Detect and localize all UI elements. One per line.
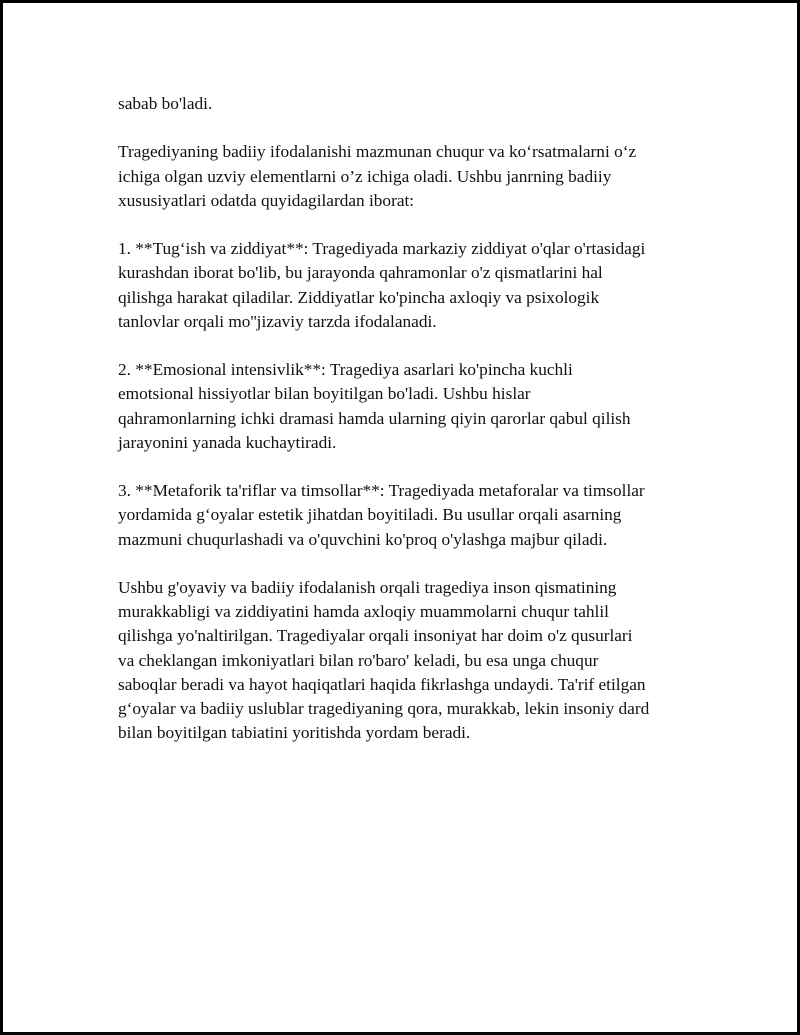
paragraph-point-3: 3. **Metaforik ta'riflar va timsollar**: Tragediyada metaforalar va timsollar yordamida g‘oyalar estetik jihatdan boyitiladi. Bu usullar orqali asarning mazmuni chuqurlashadi va o'quvchini ko'proq o'ylashga majbur qiladi. — [118, 481, 645, 549]
paragraph-point-2: 2. **Emosional intensivlik**: Tragediya asarlari ko'pincha kuchli emotsional hissiyotlar bilan boyitilgan bo'ladi. Ushbu hislar qahramonlarning ichki dramasi hamda ularning qiyin qarorlar qabul qilish jarayonini yanada kuchaytiradi. — [118, 360, 631, 452]
document-body — [118, 92, 718, 770]
paragraph-intro: Tragediyaning badiiy ifodalanishi mazmunan chuqur va ko‘rsatmalarni o‘z ichiga olgan uzviy elementlarni o’z ichiga oladi. Ushbu janrning badiiy xususiyatlari odatda quyidagilardan iborat: — [118, 142, 637, 210]
paragraph-conclusion: Ushbu g'oyaviy va badiiy ifodalanish orqali tragediya inson qismatining murakkabligi va ziddiyatini hamda axloqiy muammolarni chuqur tahlil qilishga yo'naltirilgan. Tragediyalar orqali insoniyat har doim o'z qusurlari va cheklangan imkoniyatlari bilan ro'baro' keladi, bu esa unga chuqur saboqlar beradi va hayot haqiqatlari haqida fikrlashga undaydi. Ta'rif etilgan g‘oyalar va badiiy uslublar tragediyaning qora, murakkab, lekin insoniy dard bilan boyitilgan tabiatini yoritishda yordam beradi. — [118, 577, 650, 743]
paragraph-continuation: sabab bo'ladi. — [118, 94, 213, 113]
paragraph-point-1: 1. **Tug‘ish va ziddiyat**: Tragediyada markaziy ziddiyat o'qlar o'rtasidagi kurashdan iborat bo'lib, bu jarayonda qahramonlar o'z qismatlarini hal qilishga harakat qiladilar. Ziddiyatlar ko'pincha axloqiy va psixologik tanlovlar orqali mo''jizaviy tarzda ifodalanadi. — [118, 239, 646, 331]
